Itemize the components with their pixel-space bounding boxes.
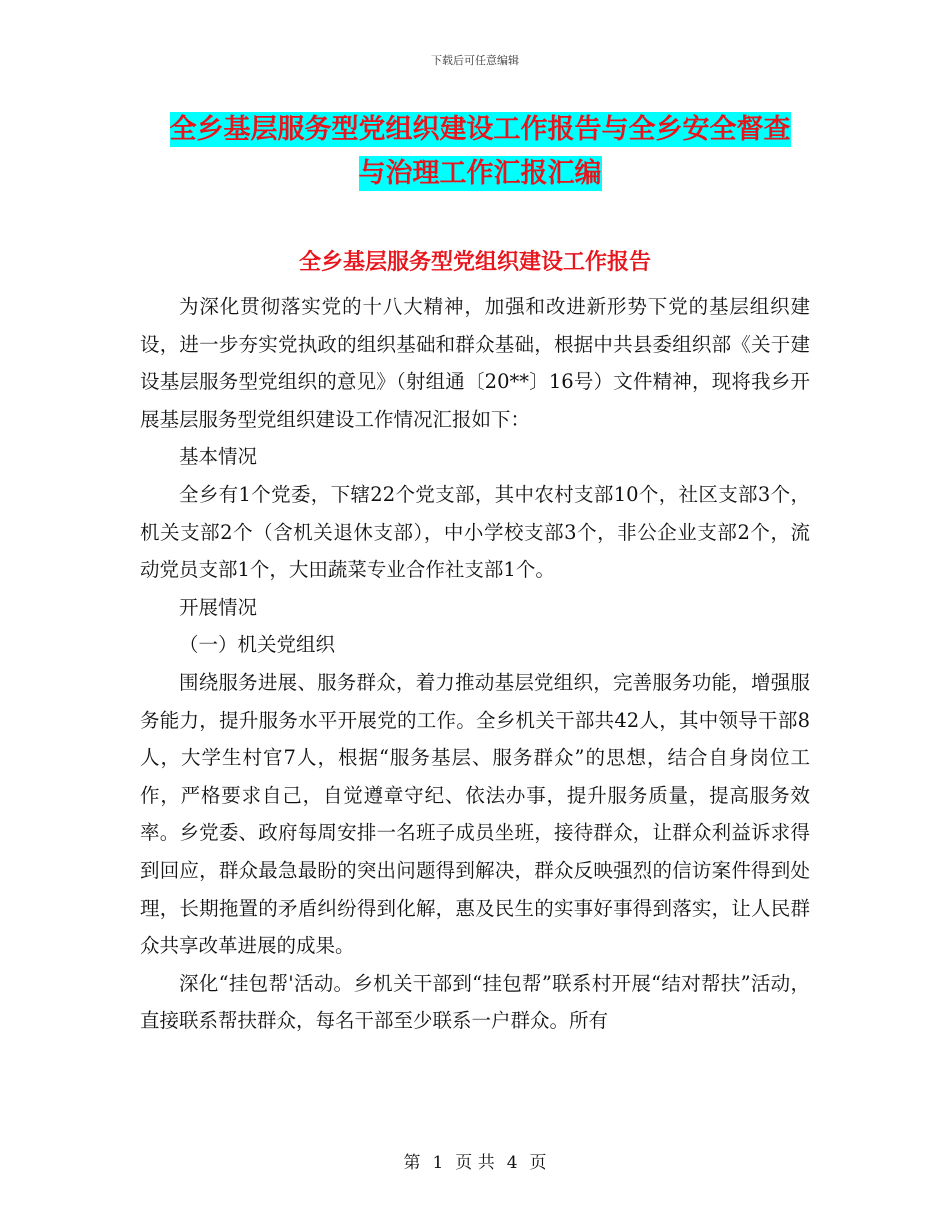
paragraph: 全乡有1个党委，下辖22个党支部，其中农村支部10个，社区支部3个，机关支部2个（含机关退休支部），中小学校支部3个，非公企业支部2个，流动党员支部1个，大田蔬菜专业合作社支部1个。 bbox=[140, 482, 810, 582]
main-title bbox=[140, 108, 820, 196]
body-text bbox=[140, 288, 810, 1040]
paragraph: 围绕服务进展、服务群众，着力推动基层党组织，完善服务功能，增强服务能力，提升服务水平开展党的工作。全乡机关干部共42人，其中领导干部8人，大学生村官7人，根据“服务基层、服务群众”的思想，结合自身岗位工作，严格要求自己，自觉遵章守纪、依法办事，提升服务质量，提高服务效率。乡党委、政府每周安排一名班子成员坐班，接待群众，让群众利益诉求得到回应，群众最急最盼的突出问题得到解决，群众反映强烈的信访案件得到处理，长期拖置的矛盾纠纷得到化解，惠及民生的实事好事得到落实，让人民群众共享改革进展的成果。 bbox=[140, 670, 810, 958]
main-title-line2: 与治理工作汇报汇编 bbox=[358, 158, 602, 189]
subheading: 开展情况 bbox=[179, 595, 258, 619]
page-footer bbox=[0, 1148, 950, 1173]
footer-prefix: 第 bbox=[403, 1153, 421, 1173]
footer-suffix: 页 bbox=[529, 1153, 547, 1173]
paragraph: 为深化贯彻落实党的十八大精神，加强和改进新形势下党的基层组织建设，进一步夯实党执政的组织基础和群众基础，根据中共县委组织部《关于建设基层服务型党组织的意见》（射组通〔20**〕16号）文件精神，现将我乡开展基层服务型党组织建设工作情况汇报如下： bbox=[140, 295, 810, 431]
header-note: 下载后可任意编辑 bbox=[431, 54, 519, 67]
paragraph: 深化“挂包帮'活动。乡机关干部到“挂包帮”联系村开展“结对帮扶”活动，直接联系帮扶群众，每名干部至少联系一户群众。所有 bbox=[140, 971, 810, 1033]
footer-page-number: 1 bbox=[432, 1153, 444, 1173]
section-title: 全乡基层服务型党组织建设工作报告 bbox=[298, 249, 651, 275]
footer-total-pages: 4 bbox=[506, 1153, 518, 1173]
main-title-line1: 全乡基层服务型党组织建设工作报告与全乡安全督查 bbox=[169, 114, 791, 145]
subheading: （一）机关党组织 bbox=[179, 633, 336, 657]
subheading: 基本情况 bbox=[179, 445, 258, 469]
footer-mid: 页 共 bbox=[455, 1153, 495, 1173]
